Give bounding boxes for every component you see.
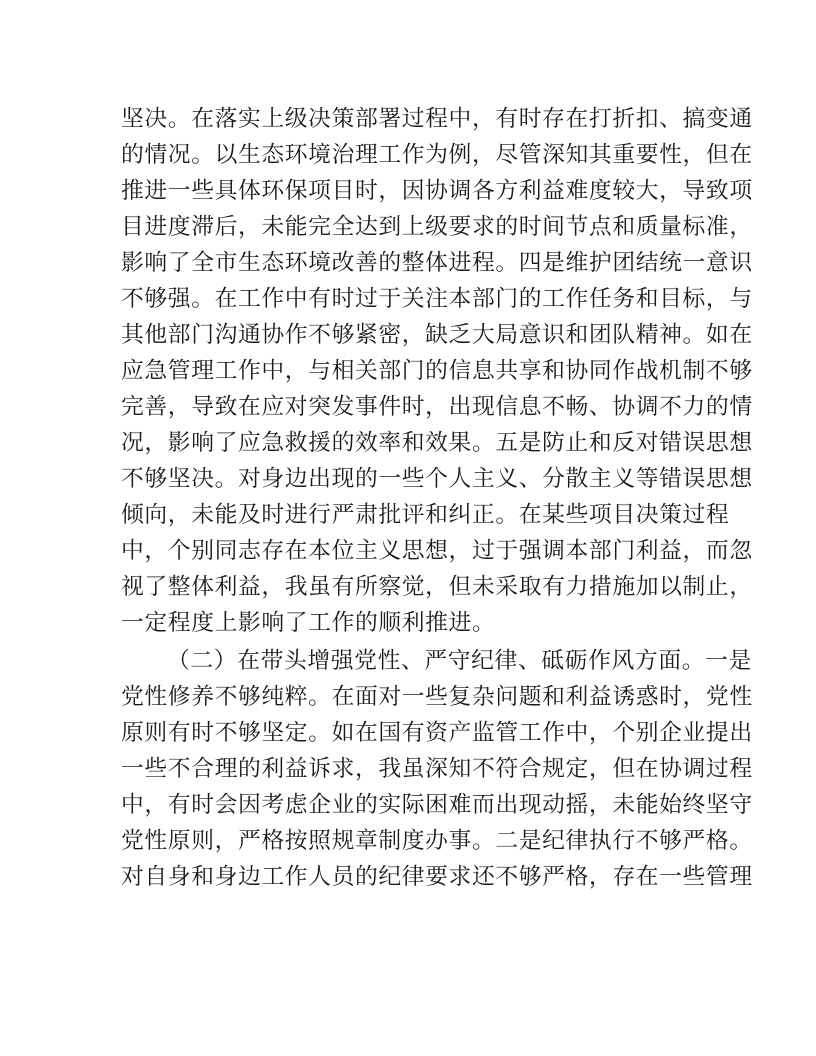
paragraph-line: （二）在带头增强党性、严守纪律、砥砺作风方面。一是 xyxy=(167,648,752,674)
body-paragraph xyxy=(121,101,753,641)
paragraph-line: 中，个别同志存在本位主义思想，过于强调本部门利益，而忽 xyxy=(121,538,753,564)
paragraph-line: 不够强。在工作中有时过于关注本部门的工作任务和目标，与 xyxy=(121,286,753,312)
paragraph-line: 一些不合理的利益诉求，我虽深知不符合规定，但在协调过程 xyxy=(121,756,753,782)
paragraph-line: 原则有时不够坚定。如在国有资产监管工作中，个别企业提出 xyxy=(121,720,753,746)
paragraph-line: 其他部门沟通协作不够紧密，缺乏大局意识和团队精神。如在 xyxy=(121,322,753,348)
paragraph-line: 影响了全市生态环境改善的整体进程。四是维护团结统一意识 xyxy=(121,250,753,276)
paragraph-line: 坚决。在落实上级决策部署过程中，有时存在打折扣、搞变通 xyxy=(121,106,753,132)
body-paragraph xyxy=(121,643,753,895)
paragraph-line: 不够坚决。对身边出现的一些个人主义、分散主义等错误思想 xyxy=(121,466,753,492)
paragraph-line: 的情况。以生态环境治理工作为例，尽管深知其重要性，但在 xyxy=(121,142,753,168)
paragraph-line: 党性修养不够纯粹。在面对一些复杂问题和利益诱惑时，党性 xyxy=(121,684,753,710)
paragraph-line: 推进一些具体环保项目时，因协调各方利益难度较大，导致项 xyxy=(121,178,753,204)
paragraph-line: 应急管理工作中，与相关部门的信息共享和协同作战机制不够 xyxy=(121,358,753,384)
paragraph-line: 完善，导致在应对突发事件时，出现信息不畅、协调不力的情 xyxy=(121,394,753,420)
paragraph-line: 一定程度上影响了工作的顺利推进。 xyxy=(121,610,496,636)
paragraph-line: 中，有时会因考虑企业的实际困难而出现动摇，未能始终坚守 xyxy=(121,792,753,818)
paragraph-line: 视了整体利益，我虽有所察觉，但未采取有力措施加以制止， xyxy=(121,574,753,600)
paragraph-line: 倾向，未能及时进行严肃批评和纠正。在某些项目决策过程 xyxy=(121,502,730,528)
paragraph-line: 目进度滞后，未能完全达到上级要求的时间节点和质量标准， xyxy=(121,214,753,240)
paragraph-line: 对自身和身边工作人员的纪律要求还不够严格，存在一些管理 xyxy=(121,864,753,890)
paragraph-line: 况，影响了应急救援的效率和效果。五是防止和反对错误思想 xyxy=(121,430,753,456)
paragraph-line: 党性原则，严格按照规章制度办事。二是纪律执行不够严格。 xyxy=(121,828,753,854)
